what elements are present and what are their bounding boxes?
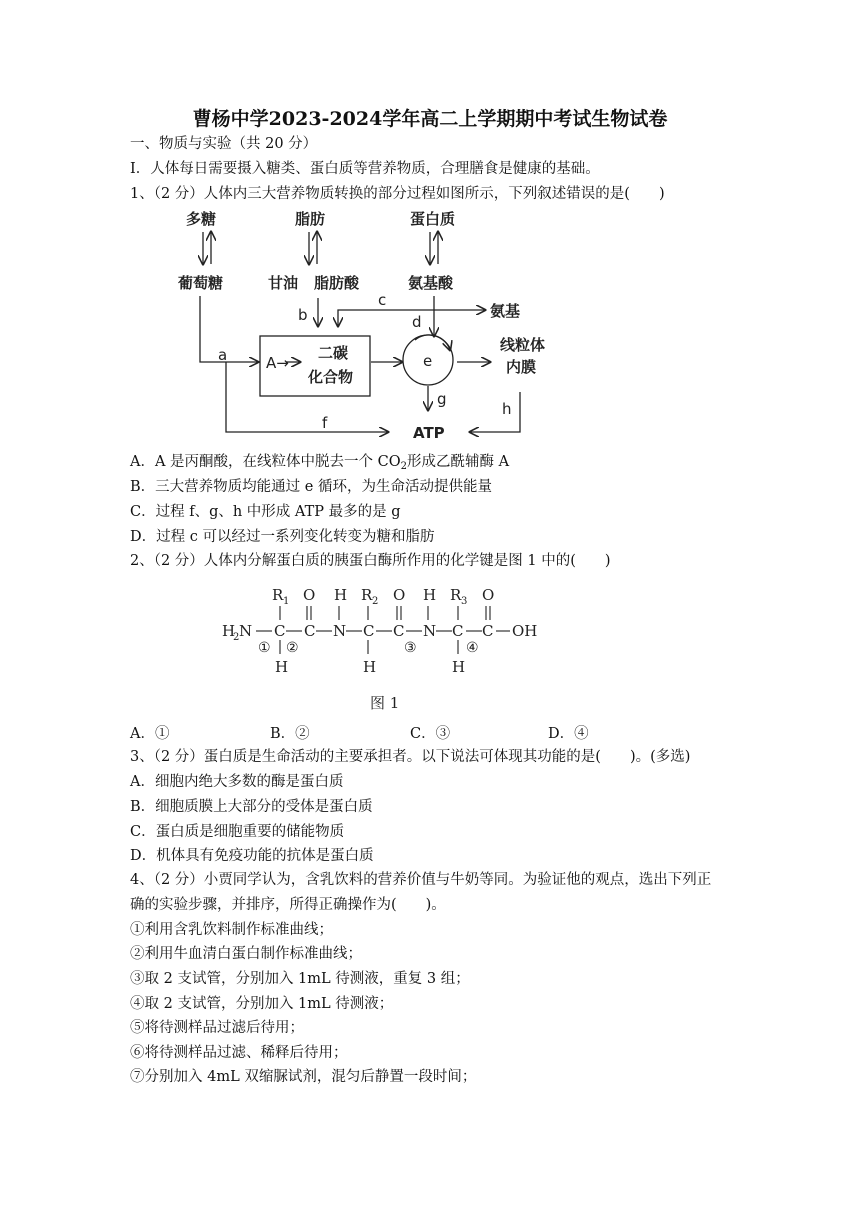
label-h: h (502, 400, 512, 418)
atom-c6: C (482, 622, 494, 640)
q1-option-a: A．A 是丙酮酸，在线粒体中脱去一个 $CO_2$形成乙酰辅酶 A (130, 454, 510, 472)
q3-option-a: A．细胞内绝大多数的酶是蛋白质 (130, 774, 344, 790)
q4-step-6: ⑥将待测样品过滤、稀释后待用； (130, 1045, 348, 1061)
label-f: f (322, 414, 328, 432)
atom-c3: C (363, 622, 375, 640)
bond-marker-4: ④ (466, 640, 479, 656)
atom-r3-sub: 3 (461, 596, 468, 607)
atom-o3: O (482, 586, 495, 604)
atom-n1: N (333, 622, 347, 640)
q4-step-1: ①利用含乳饮料制作标准曲线； (130, 922, 333, 938)
atom-h-c1: H (275, 658, 289, 676)
label-box-1: 二碳 (318, 344, 349, 362)
label-amino-group: 氨基 (490, 302, 521, 320)
q1-stem: 1、（2 分）人体内三大营养物质转换的部分过程如图所示，下列叙述错误的是( ) (130, 186, 665, 202)
atom-oh: OH (512, 622, 538, 640)
bond-marker-2: ② (286, 640, 299, 656)
bond-marker-3: ③ (404, 640, 417, 656)
section-heading: 一、物质与实验（共 20 分） (130, 136, 318, 152)
q2-option-a: A．① (130, 726, 170, 742)
atom-r2-sub: 2 (372, 596, 379, 607)
atom-r3: R (450, 586, 462, 604)
atom-n2: N (423, 622, 437, 640)
label-fatty-acid: 脂肪酸 (314, 274, 360, 292)
label-g: g (437, 390, 447, 408)
atom-h-n2: H (423, 586, 437, 604)
q3-option-b: B．细胞质膜上大部分的受体是蛋白质 (130, 799, 373, 815)
atom-o2: O (393, 586, 406, 604)
atom-c5: C (452, 622, 464, 640)
q2-option-b: B．② (270, 726, 310, 742)
atom-r1-sub: 1 (283, 596, 290, 607)
q1-option-b: B．三大营养物质均能通过 e 循环，为生命活动提供能量 (130, 479, 492, 495)
atom-c1: C (274, 622, 286, 640)
label-e: e (423, 352, 433, 370)
label-mito-2: 内膜 (506, 358, 537, 376)
label-glycerol: 甘油 (268, 274, 299, 292)
atom-c2: C (304, 622, 316, 640)
atom-o1: O (303, 586, 316, 604)
atom-h-left: H (222, 622, 236, 640)
atom-r2: R (361, 586, 373, 604)
bond-marker-1: ① (258, 640, 271, 656)
atom-h-c5: H (452, 658, 466, 676)
label-b: b (298, 306, 308, 324)
section-intro: Ⅰ．人体每日需要摄入糖类、蛋白质等营养物质，合理膳食是健康的基础。 (130, 161, 600, 177)
q4-step-5: ⑤将待测样品过滤后待用； (130, 1020, 304, 1036)
q2-option-d: D．④ (548, 726, 589, 742)
label-mito-1: 线粒体 (500, 336, 546, 354)
label-atp: ATP (413, 424, 445, 442)
q4-step-4: ④取 2 支试管，分别加入 1mL 待测液； (130, 996, 394, 1012)
label-a: a (218, 346, 228, 364)
atom-h-n1: H (334, 586, 348, 604)
q3-option-c: C．蛋白质是细胞重要的储能物质 (130, 824, 345, 840)
label-protein: 蛋白质 (410, 210, 456, 228)
page-title: 曹杨中学2023-2024学年高二上学期期中考试生物试卷 (192, 108, 668, 130)
label-amino-acid: 氨基酸 (408, 274, 454, 292)
label-polysaccharide: 多糖 (186, 210, 217, 228)
q1-option-c: C．过程 f、g、h 中形成 ATP 最多的是 g (130, 504, 401, 520)
q2-stem: 2、（2 分）人体内分解蛋白质的胰蛋白酶所作用的化学键是图 1 中的( ) (130, 553, 611, 569)
atom-h-c3: H (363, 658, 377, 676)
q2-option-c: C．③ (410, 726, 451, 742)
atom-h-sub: 2 (233, 632, 240, 643)
label-fat: 脂肪 (295, 210, 326, 228)
q4-step-2: ②利用牛血清白蛋白制作标准曲线； (130, 946, 362, 962)
q4-stem-line2: 确的实验步骤，并排序，所得正确操作为( )。 (130, 897, 446, 913)
atom-c4: C (393, 622, 405, 640)
label-glucose: 葡萄糖 (178, 274, 224, 292)
q4-step-3: ③取 2 支试管，分别加入 1mL 待测液，重复 3 组； (130, 971, 470, 987)
label-d: d (412, 313, 422, 331)
q3-option-d: D．机体具有免疫功能的抗体是蛋白质 (130, 848, 374, 864)
q1-metabolism-diagram (150, 200, 570, 448)
q2-peptide-structure (220, 580, 550, 714)
label-box-a: A→ (266, 354, 289, 372)
q4-step-7: ⑦分别加入 4mL 双缩脲试剂，混匀后静置一段时间； (130, 1069, 477, 1085)
atom-r1: R (272, 586, 284, 604)
q1-option-d: D．过程 c 可以经过一系列变化转变为糖和脂肪 (130, 529, 435, 545)
q4-stem-line1: 4、（2 分）小贾同学认为，含乳饮料的营养价值与牛奶等同。为验证他的观点，选出下列正 (130, 872, 712, 888)
label-box-2: 化合物 (308, 368, 354, 386)
label-c: c (378, 291, 387, 309)
figure-caption: 图 1 (370, 694, 400, 712)
q3-stem: 3、（2 分）蛋白质是生命活动的主要承担者。以下说法可体现其功能的是( )。(多选) (130, 749, 691, 765)
atom-n-left: N (239, 622, 253, 640)
